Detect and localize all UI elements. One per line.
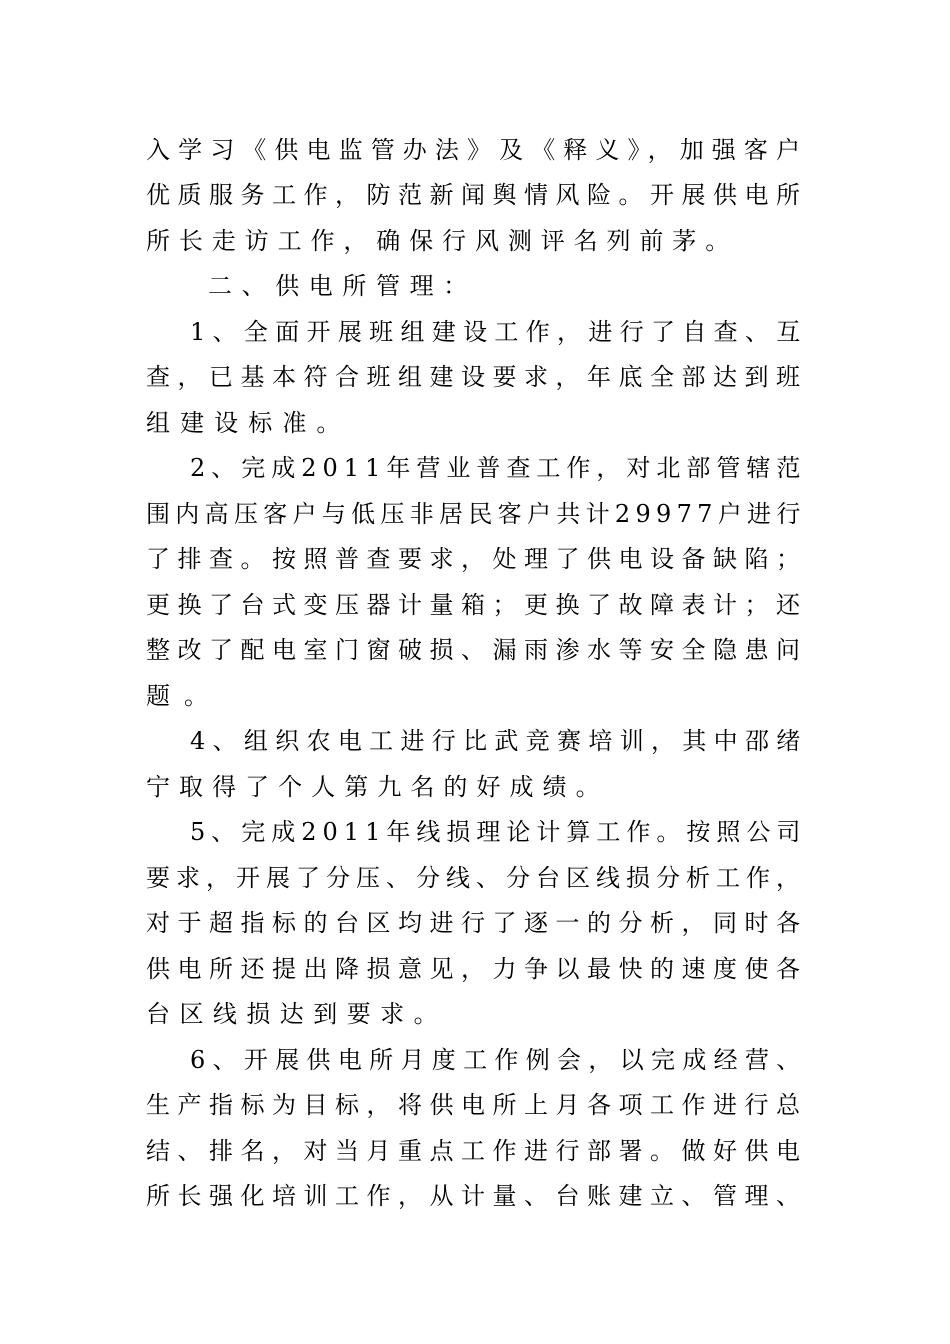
text-line: 组建设标准。 (146, 409, 351, 437)
text-line: 要求，开展了分压、分线、分台区线损分析工作， (146, 864, 806, 892)
section-heading: 二、供电所管理： (208, 272, 477, 300)
text-line: 所长强化培训工作，从计量、台账建立、管理、 (146, 1182, 808, 1210)
text-line: 更换了台式变压器计量箱；更换了故障表计；还 (146, 591, 808, 619)
text-line: 题。 (146, 682, 222, 710)
text-line: 了排查。按照普查要求，处理了供电设备缺陷； (146, 545, 808, 573)
text-line: 6、开展供电所月度工作例会，以完成经营、 (190, 1046, 808, 1074)
text-line: 5、完成2011年线损理论计算工作。按照公司 (190, 818, 807, 846)
text-line: 所长走访工作，确保行风测评名列前茅。 (146, 227, 739, 255)
text-line: 入学习《供电监管办法》及《释义》，加强客户 (146, 136, 809, 164)
text-line: 对于超指标的台区均进行了逐一的分析，同时各 (146, 909, 808, 937)
text-line: 优质服务工作，防范新闻舆情风险。开展供电所 (146, 181, 808, 209)
text-line: 生产指标为目标，将供电所上月各项工作进行总 (146, 1091, 808, 1119)
text-line: 台区线损达到要求。 (146, 1000, 448, 1028)
text-line: 2、完成2011年营业普查工作，对北部管辖范 (190, 454, 807, 482)
text-line: 结、排名，对当月重点工作进行部署。做好供电 (146, 1137, 808, 1165)
text-line: 围内高压客户与低压非居民客户共计29977户进行 (146, 500, 806, 528)
text-line: 4、组织农电工进行比武竞赛培训，其中邵绪 (190, 727, 808, 755)
text-line: 整改了配电室门窗破损、漏雨渗水等安全隐患问 (146, 636, 808, 664)
text-line: 查，已基本符合班组建设要求，年底全部达到班 (146, 363, 808, 391)
text-line: 宁取得了个人第九名的好成绩。 (146, 773, 609, 801)
text-line: 1、全面开展班组建设工作，进行了自查、互 (190, 318, 808, 346)
text-line: 供电所还提出降损意见，力争以最快的速度使各 (146, 955, 808, 983)
